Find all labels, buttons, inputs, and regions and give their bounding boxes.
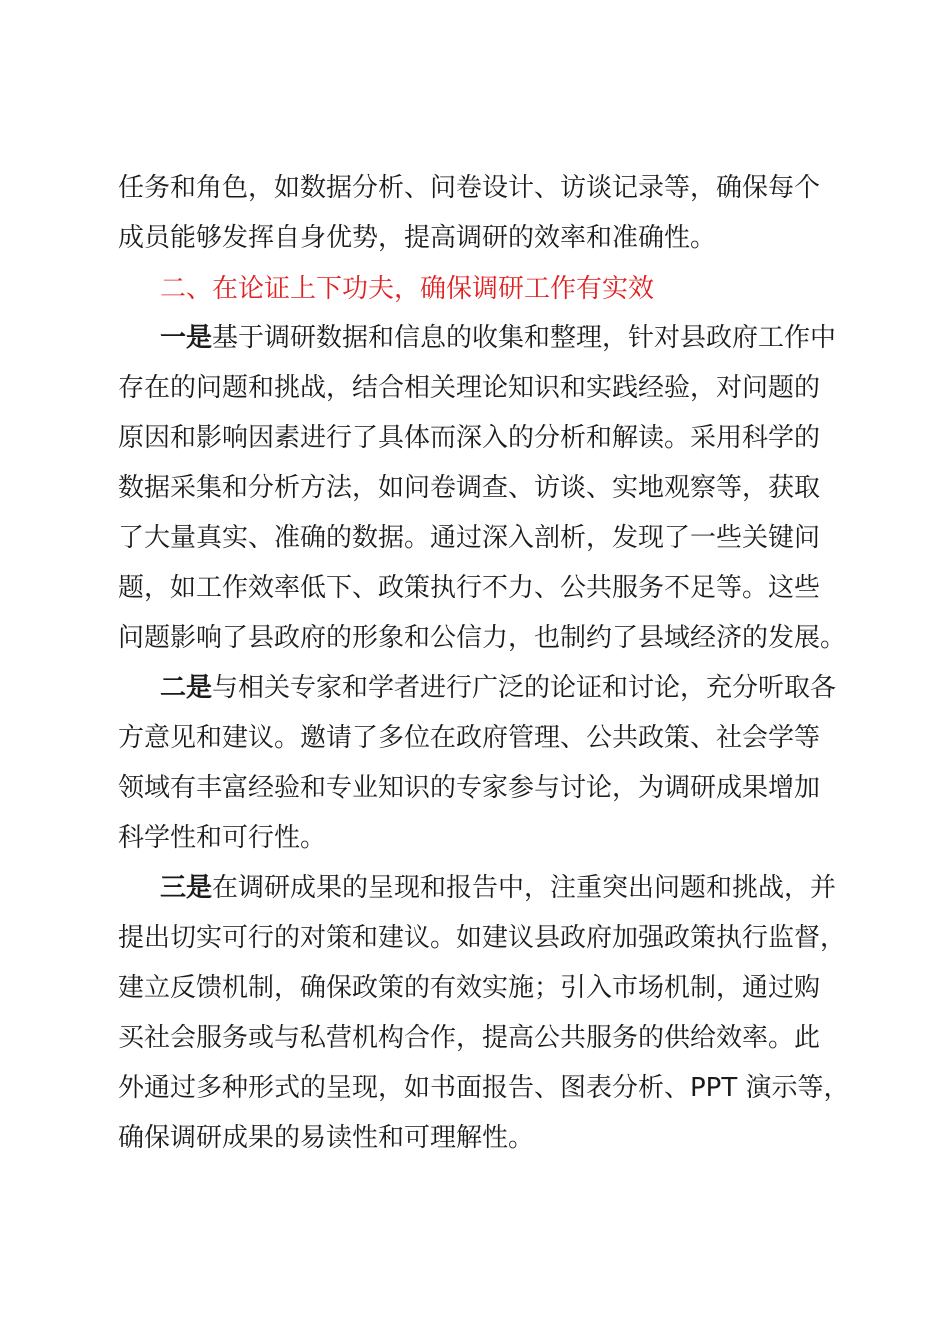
lead-label: 一是 [160,323,213,353]
lead-label: 三是 [160,873,213,903]
paragraph-line [160,663,836,713]
paragraph-line [118,813,326,863]
line-text: 提出切实可行的对策和建议。如建议县政府加强政策执行监督， [118,923,847,953]
paragraph-line [118,713,820,763]
line-text: 科学性和可行性。 [118,823,327,853]
paragraph-line [118,963,820,1013]
line-text: 在调研成果的呈现和报告中，注重突出问题和挑战，并 [212,873,837,903]
lead-label: 二是 [160,673,213,703]
paragraph-line [160,863,836,913]
line-text: 了大量真实、准确的数据。通过深入剖析，发现了一些关键问 [118,523,821,553]
section-heading [160,264,654,314]
line-text: 外通过多种形式的呈现，如书面报告、图表分析、PPT 演示等， [118,1073,850,1103]
line-text: 买社会服务或与私营机构合作，提高公共服务的供给效率。此 [118,1023,821,1053]
line-text: 方意见和建议。邀请了多位在政府管理、公共政策、社会学等 [118,723,821,753]
paragraph-line [118,763,820,813]
line-text: 问题影响了县政府的形象和公信力，也制约了县域经济的发展。 [118,623,847,653]
line-text: 与相关专家和学者进行广泛的论证和讨论，充分听取各 [212,673,837,703]
line-text: 题，如工作效率低下、政策执行不力、公共服务不足等。这些 [118,573,821,603]
paragraph-line [118,213,716,263]
line-text: 任务和角色，如数据分析、问卷设计、访谈记录等，确保每个 [118,173,821,203]
line-text: 确保调研成果的易读性和可理解性。 [118,1123,535,1153]
line-text: 原因和影响因素进行了具体而深入的分析和解读。采用科学的 [118,423,821,453]
line-text: 存在的问题和挑战，结合相关理论知识和实践经验，对问题的 [118,373,821,403]
paragraph-line [118,513,820,563]
paragraph-line [118,163,820,213]
paragraph-line [160,313,836,363]
paragraph-line [118,1063,850,1113]
line-text: 领域有丰富经验和专业知识的专家参与讨论，为调研成果增加 [118,773,821,803]
line-text: 基于调研数据和信息的收集和整理，针对县政府工作中 [212,323,837,353]
line-text: 成员能够发挥自身优势，提高调研的效率和准确性。 [118,223,717,253]
line-text: 建立反馈机制，确保政策的有效实施；引入市场机制，通过购 [118,973,821,1003]
paragraph-line [118,413,820,463]
paragraph-line [118,463,820,513]
line-text: 数据采集和分析方法，如问卷调查、访谈、实地观察等，获取 [118,473,821,503]
paragraph-line [118,363,820,413]
paragraph-line [118,563,820,613]
paragraph-line [118,913,846,963]
paragraph-line [118,1113,534,1163]
paragraph-line [118,613,846,663]
paragraph-line [118,1013,820,1063]
heading-text: 二、在论证上下功夫，确保调研工作有实效 [160,274,655,304]
